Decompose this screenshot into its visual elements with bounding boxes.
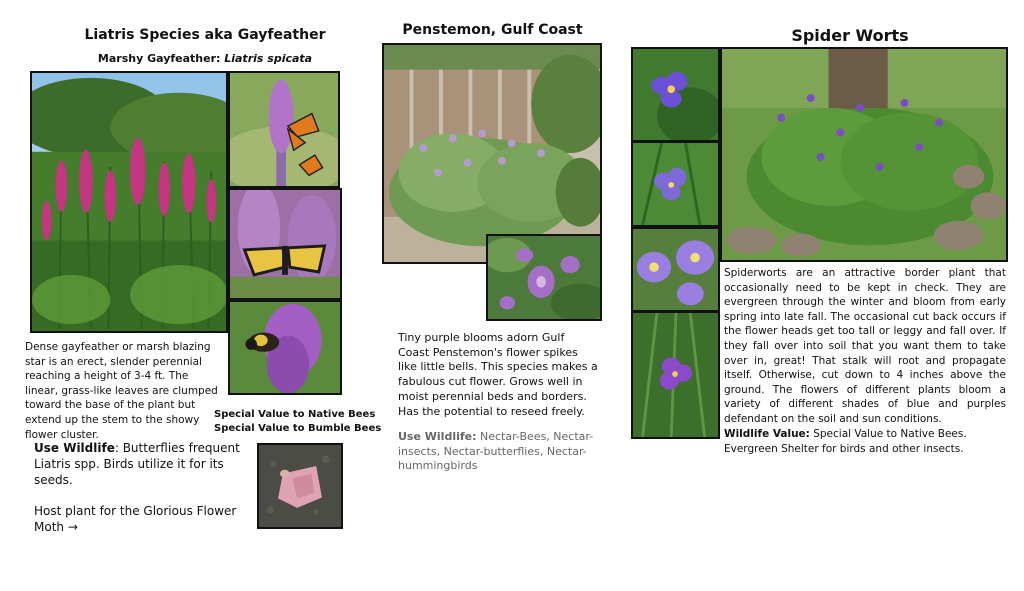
spiderwort-closeup-4: [631, 311, 720, 439]
spiderwort-closeup-3: [631, 227, 720, 312]
liatris-latin-name: Liatris spicata: [224, 52, 313, 65]
penstemon-wildlife-label: Use Wildlife:: [398, 430, 477, 443]
penstemon-closeup-photo: [486, 234, 602, 321]
spiderworts-title: Spider Worts: [791, 26, 909, 45]
penstemon-wildlife-text: Nectar-Bees, Nectar-insects, Nectar-butterflies, Nectar-hummingbirds: [398, 430, 594, 473]
liatris-title: Liatris Species aka Gayfeather: [84, 27, 326, 43]
penstemon-wildlife: [398, 430, 598, 474]
liatris-swallowtail-photo: [228, 188, 342, 300]
penstemon-garden-photo: [382, 43, 602, 264]
liatris-host-plant: Host plant for the Glorious Flower Moth →: [34, 504, 237, 534]
glorious-flower-moth-photo: [257, 443, 343, 529]
liatris-field-photo: [30, 71, 228, 333]
penstemon-description: Tiny purple blooms adorn Gulf Coast Penstemon's flower spikes like little bells. This species makes a fabulous cut flower. Grows well in moist perennial beds and borders. Has the potential to reseed freely.: [398, 331, 598, 418]
liatris-subtitle-prefix: Marshy Gayfeather:: [97, 52, 225, 65]
spiderworts-wildlife-label: Wildlife Value:: [724, 428, 810, 440]
spiderworts-description: Spiderworts are an attractive border plant that occasionally need to be kept in check. They are evergreen through the winter and bloom from early spring into late fall. The occasional cut back occurs if the flower heads get too tall or leggy and fall over. If they fall over into soil that you want them to take over in, great! That stalk will root and propagate itself. Otherwise, cut down to 4 inches above the ground. The flowers of different plants bloom a variety of different shades of blue and purples defendant on the soil and sun conditions.: [724, 267, 1006, 425]
liatris-wildlife-label: Use Wildlife: [34, 441, 115, 455]
liatris-wildlife: [34, 440, 244, 488]
spiderworts-wildlife: [724, 427, 1006, 456]
special-value-native-bees: Special Value to Native Bees: [214, 409, 376, 420]
liatris-description: Dense gayfeather or marsh blazing star is an erect, slender perennial reaching a height of 3-4 ft. The linear, grass-like leaves are clumped toward the base of the plant but extend up the stem to the showy flower cluster.: [25, 341, 218, 441]
penstemon-title: Penstemon, Gulf Coast: [402, 22, 583, 38]
spiderwort-closeup-2: [631, 141, 720, 227]
liatris-monarch-photo: [228, 71, 340, 188]
spiderwort-closeup-1: [631, 47, 720, 142]
liatris-special-values: [214, 408, 381, 436]
liatris-subtitle: [40, 52, 370, 65]
liatris-bumblebee-photo: [228, 300, 342, 395]
liatris-wildlife-text: : Butterflies frequent Liatris spp. Birds utilize it for its seeds.: [34, 441, 240, 487]
special-value-bumble-bees: Special Value to Bumble Bees: [214, 423, 382, 434]
spiderwort-garden-photo: [720, 47, 1008, 262]
spiderworts-wildlife-text: Special Value to Native Bees. Evergreen Shelter for birds and other insects.: [724, 428, 967, 455]
